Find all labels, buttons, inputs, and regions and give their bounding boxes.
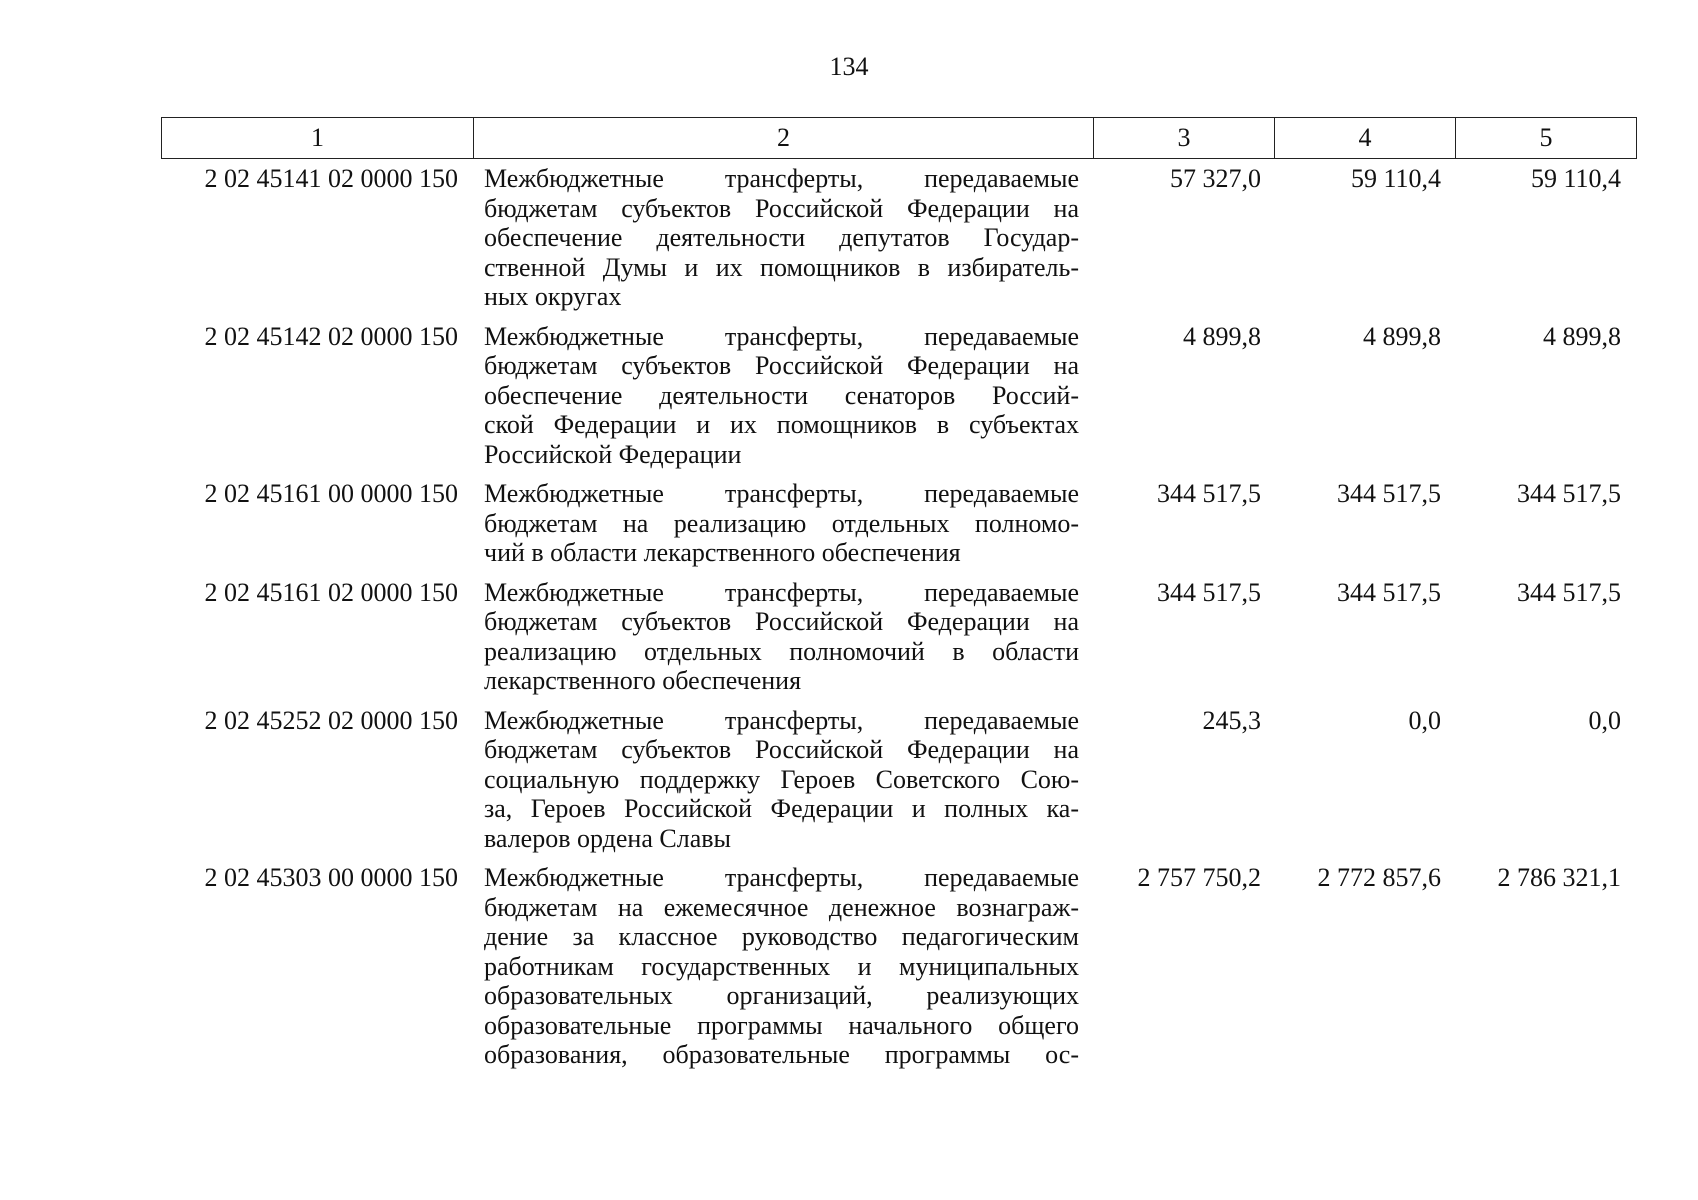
description-line: обеспечение деятельности депутатов Государ- bbox=[484, 223, 1079, 252]
value-col4-cell: 344 517,5 bbox=[1337, 479, 1441, 508]
description-line: чий в области лекарственного обеспечения bbox=[484, 538, 961, 567]
description-line: бюджетам субъектов Российской Федерации на bbox=[484, 607, 1079, 636]
value-col3-cell: 57 327,0 bbox=[1170, 164, 1261, 193]
value-col3-cell: 344 517,5 bbox=[1157, 577, 1261, 607]
description-line: лекарственного обеспечения bbox=[484, 666, 802, 695]
description-line: ской Федерации и их помощников в субъектах bbox=[484, 410, 1079, 439]
table-row bbox=[161, 322, 1631, 480]
value-col3-cell: 344 517,5 bbox=[1157, 479, 1261, 508]
description-line: бюджетам субъектов Российской Федерации на bbox=[484, 735, 1079, 764]
column-header-1: 1 bbox=[162, 118, 474, 159]
budget-code-cell: 2 02 45141 02 0000 150 bbox=[204, 164, 458, 193]
value-col3-cell: 4 899,8 bbox=[1183, 321, 1261, 351]
description-cell bbox=[472, 322, 1091, 480]
description-line: валеров ордена Славы bbox=[484, 823, 731, 853]
value-col5-cell: 59 110,4 bbox=[1530, 164, 1621, 193]
value-col4-cell: 59 110,4 bbox=[1350, 164, 1441, 193]
budget-table bbox=[161, 164, 1631, 1080]
budget-code-cell: 2 02 45161 00 0000 150 bbox=[204, 479, 458, 508]
description-line: Межбюджетные трансферты, передаваемые bbox=[484, 705, 1079, 735]
table-row bbox=[161, 164, 1631, 322]
description-cell bbox=[472, 863, 1091, 1080]
value-col4-cell: 344 517,5 bbox=[1337, 577, 1441, 607]
description-line: бюджетам субъектов Российской Федерации на bbox=[484, 351, 1079, 380]
value-col5-cell: 2 786 321,1 bbox=[1497, 863, 1621, 892]
value-col5-cell: 4 899,8 bbox=[1543, 321, 1621, 351]
column-header-3: 3 bbox=[1094, 118, 1275, 159]
column-header-2: 2 bbox=[474, 118, 1094, 159]
description-line: реализацию отдельных полномочий в области bbox=[484, 636, 1079, 666]
description-line: Межбюджетные трансферты, передаваемые bbox=[484, 164, 1079, 193]
description-cell bbox=[472, 578, 1091, 706]
description-line: Межбюджетные трансферты, передаваемые bbox=[484, 321, 1079, 351]
table-row bbox=[161, 479, 1631, 578]
budget-code-cell: 2 02 45303 00 0000 150 bbox=[204, 863, 458, 892]
description-line: за, Героев Российской Федерации и полных ка- bbox=[484, 794, 1079, 823]
value-col4-cell: 4 899,8 bbox=[1363, 321, 1441, 351]
description-line: Межбюджетные трансферты, передаваемые bbox=[484, 577, 1079, 607]
description-cell bbox=[472, 706, 1091, 864]
table-row bbox=[161, 706, 1631, 864]
description-line: бюджетам субъектов Российской Федерации на bbox=[484, 193, 1079, 223]
value-col5-cell: 0,0 bbox=[1588, 705, 1621, 735]
description-line: социальную поддержку Героев Советского Сою- bbox=[484, 764, 1079, 794]
description-line: бюджетам на ежемесячное денежное вознаграж- bbox=[484, 892, 1079, 922]
budget-code-cell: 2 02 45142 02 0000 150 bbox=[204, 321, 458, 351]
description-line: работникам государственных и муниципальных bbox=[484, 951, 1079, 981]
value-col5-cell: 344 517,5 bbox=[1517, 479, 1621, 508]
column-header-5: 5 bbox=[1456, 118, 1637, 159]
budget-code-cell: 2 02 45161 02 0000 150 bbox=[204, 577, 458, 607]
table-header bbox=[161, 117, 1637, 159]
description-line: дение за классное руководство педагогическим bbox=[484, 922, 1079, 951]
description-line: образовательные программы начального общего bbox=[484, 1010, 1079, 1040]
description-line: бюджетам на реализацию отдельных полномо- bbox=[484, 508, 1079, 538]
description-line: Межбюджетные трансферты, передаваемые bbox=[484, 479, 1079, 508]
value-col4-cell: 0,0 bbox=[1408, 705, 1441, 735]
value-col3-cell: 2 757 750,2 bbox=[1137, 863, 1261, 892]
value-col3-cell: 245,3 bbox=[1202, 705, 1261, 735]
description-cell bbox=[472, 164, 1091, 322]
description-line: обеспечение деятельности сенаторов Россий- bbox=[484, 380, 1079, 410]
table-row bbox=[161, 863, 1631, 1080]
value-col5-cell: 344 517,5 bbox=[1517, 577, 1621, 607]
value-col4-cell: 2 772 857,6 bbox=[1317, 863, 1441, 892]
header-row bbox=[162, 118, 1637, 159]
description-line: образования, образовательные программы ос- bbox=[484, 1040, 1079, 1069]
budget-code-cell: 2 02 45252 02 0000 150 bbox=[204, 705, 458, 735]
description-line: ственной Думы и их помощников в избиратель- bbox=[484, 252, 1079, 282]
page-number: 134 bbox=[829, 52, 869, 81]
description-line: Межбюджетные трансферты, передаваемые bbox=[484, 863, 1079, 892]
description-line: ных округах bbox=[484, 282, 622, 311]
description-line: образовательных организаций, реализующих bbox=[484, 981, 1079, 1010]
description-line: Российской Федерации bbox=[484, 439, 742, 469]
table-row bbox=[161, 578, 1631, 706]
column-header-4: 4 bbox=[1275, 118, 1456, 159]
description-cell bbox=[472, 479, 1091, 578]
